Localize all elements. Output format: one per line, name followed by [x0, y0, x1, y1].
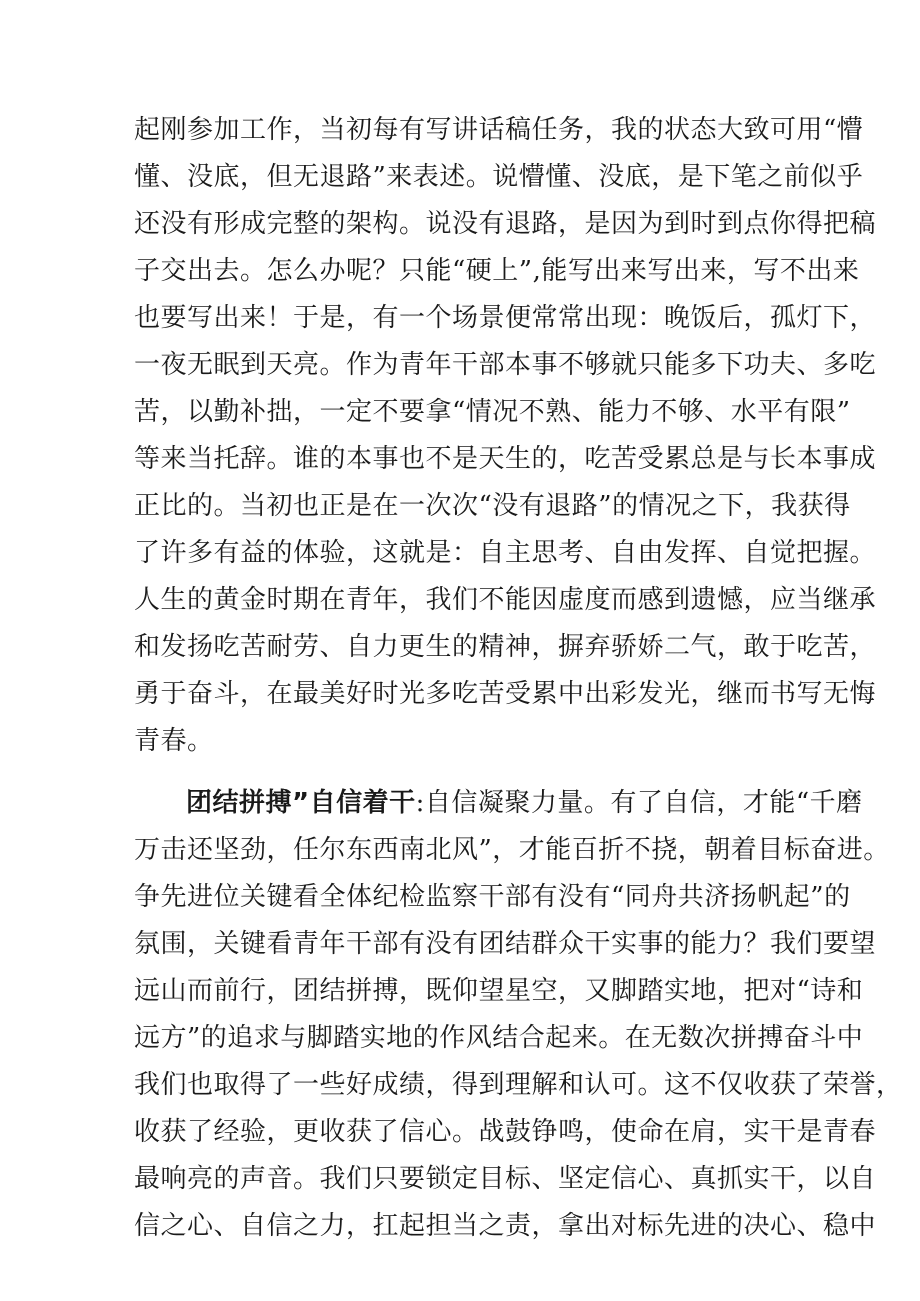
text-line: 信之心、自信之力，扛起担当之责，拿出对标先进的决心、稳中	[134, 1211, 877, 1241]
text-line: 一夜无眠到天亮。作为青年干部本事不够就只能多下功夫、多吃	[134, 350, 877, 380]
text-line: 子交出去。怎么办呢？只能“硬上”,能写出来写出来，写不出来	[134, 256, 860, 286]
text-line: 远方”的追求与脚踏实地的作风结合起来。在无数次拼搏奋斗中	[134, 1023, 864, 1053]
text-line: 等来当托辞。谁的本事也不是天生的，吃苦受累总是与长本事成	[134, 444, 877, 474]
section-heading: 团结拼搏”自信着干	[186, 788, 416, 818]
text-line: 氛围，关键看青年干部有没有团结群众干实事的能力？我们要望	[134, 929, 877, 959]
text-run: :自信凝聚力量。有了自信，才能“千磨	[415, 788, 863, 818]
text-line: 也要写出来！于是，有一个场景便常常出现：晚饭后，孤灯下，	[134, 303, 877, 333]
text-line: 还没有形成完整的架构。说没有退路，是因为到时到点你得把稿	[134, 209, 877, 239]
text-line: 人生的黄金时期在青年，我们不能因虚度而感到遗憾，应当继承	[134, 585, 877, 615]
text-line: 懂、没底，但无退路”来表述。说懵懂、没底，是下笔之前似乎	[134, 162, 864, 192]
text-line: 万击还坚劲，任尔东西南北风”，才能百折不挠，朝着目标奋进。	[134, 835, 890, 865]
text-line: 了许多有益的体验，这就是：自主思考、自由发挥、自觉把握。	[134, 538, 877, 568]
text-line: 正比的。当初也正是在一次次“没有退路”的情况之下，我获得	[134, 491, 851, 521]
text-line: 起刚参加工作，当初每有写讲话稿任务，我的状态大致可用“懵	[134, 115, 864, 145]
paragraph-2-first-line	[186, 783, 863, 823]
text-line: 远山而前行，团结拼搏，既仰望星空，又脚踏实地，把对“诗和	[134, 976, 864, 1006]
text-line: 青春。	[134, 726, 214, 756]
text-line: 和发扬吃苦耐劳、自力更生的精神，摒弃骄娇二气，敢于吃苦，	[134, 632, 877, 662]
text-line: 勇于奋斗，在最美好时光多吃苦受累中出彩发光，继而书写无悔	[134, 679, 877, 709]
text-line: 争先进位关键看全体纪检监察干部有没有“同舟共济扬帆起”的	[134, 882, 851, 912]
text-line: 我们也取得了一些好成绩，得到理解和认可。这不仅收获了荣誉，	[134, 1070, 903, 1100]
text-line: 收获了经验，更收获了信心。战鼓铮鸣，使命在肩，实干是青春	[134, 1117, 877, 1147]
text-line: 苦，以勤补拙，一定不要拿“情况不熟、能力不够、水平有限”	[134, 397, 851, 427]
text-line: 最响亮的声音。我们只要锁定目标、坚定信心、真抓实干，以自	[134, 1164, 877, 1194]
